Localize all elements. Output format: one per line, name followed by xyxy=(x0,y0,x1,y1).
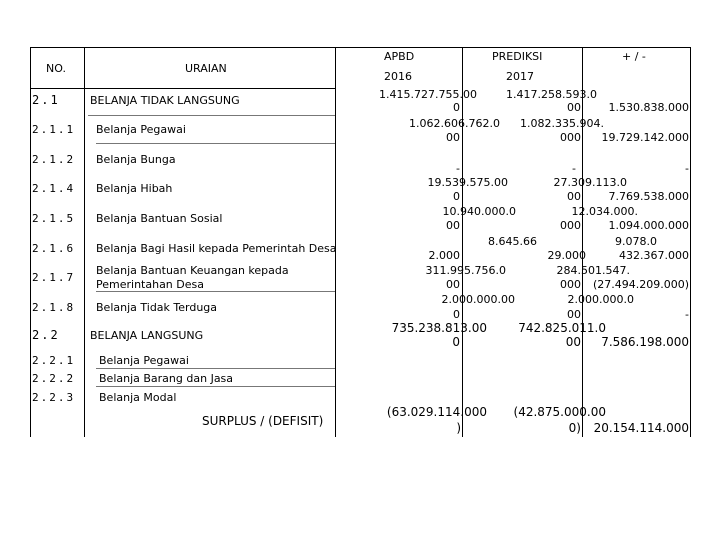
prediksi-value: 000 xyxy=(560,131,581,144)
header-diff: + / - xyxy=(622,50,646,63)
apbd-value: 10.940.000.0 xyxy=(442,205,516,218)
left-border xyxy=(30,47,31,437)
apbd-value: 0 xyxy=(453,101,460,114)
row-no: 2.1.6 xyxy=(32,242,76,255)
prediksi-value: 27.309.113.0 xyxy=(553,176,627,189)
row-line xyxy=(96,368,335,369)
header-no: NO. xyxy=(46,62,66,75)
row-label: Belanja Barang dan Jasa xyxy=(99,372,234,385)
prediksi-value: 284.501.547. xyxy=(556,264,630,277)
right-border xyxy=(690,47,691,437)
row-line xyxy=(96,386,335,387)
prediksi-value: 12.034.000. xyxy=(571,205,638,218)
prediksi-value: 000 xyxy=(560,219,581,232)
prediksi-value: 29.000 xyxy=(547,249,586,262)
apbd-value: 311.995.756.0 xyxy=(425,264,506,277)
row-no: 2.1.8 xyxy=(32,301,76,314)
prediksi-value: 1.082.335.904. xyxy=(520,117,604,130)
apbd-value: 19.539.575.00 xyxy=(427,176,508,189)
diff-value: - xyxy=(685,162,689,175)
row-no: 2.2 xyxy=(32,328,60,342)
row-label: Belanja Bagi Hasil kepada Pemerintah Desa xyxy=(96,242,337,255)
prediksi-value: 742.825.011.0 xyxy=(518,321,606,335)
row-no: 2.1.4 xyxy=(32,182,76,195)
diff-value: - xyxy=(685,308,689,321)
row-label: Belanja Hibah xyxy=(96,182,173,195)
apbd-value: - xyxy=(456,162,460,175)
surplus-diff: 20.154.114.000 xyxy=(593,421,689,435)
diff-value: 7.769.538.000 xyxy=(608,190,689,203)
row-label: Belanja Tidak Terduga xyxy=(96,301,218,314)
row-label-line1: Belanja Bantuan Keuangan kepada xyxy=(96,264,289,277)
apbd-value: 8.645.66 xyxy=(488,235,537,248)
apbd-value: 2.000.000.00 xyxy=(441,293,515,306)
apbd-value: 0 xyxy=(453,190,460,203)
header-prediksi-line2: 2017 xyxy=(506,70,534,83)
prediksi-value: 00 xyxy=(567,308,581,321)
column-divider-prediksi xyxy=(582,47,583,437)
apbd-value: 00 xyxy=(446,131,460,144)
row-no: 2.1.7 xyxy=(32,271,76,284)
apbd-value: 1.415.727.755.00 xyxy=(379,88,477,101)
apbd-value: 735.238.813.00 xyxy=(391,321,487,335)
header-bottom-line xyxy=(30,88,335,89)
row-no: 2.2.2 xyxy=(32,372,76,385)
header-apbd-line2: 2016 xyxy=(384,70,412,83)
prediksi-value: 00 xyxy=(567,101,581,114)
row-no: 2.1.5 xyxy=(32,212,76,225)
diff-value: 9.078.0 xyxy=(615,235,657,248)
header-uraian: URAIAN xyxy=(185,62,227,75)
header-prediksi-line1: PREDIKSI xyxy=(492,50,543,63)
top-border xyxy=(30,47,690,48)
diff-value: 1.094.000.000 xyxy=(608,219,689,232)
row-label: Belanja Bantuan Sosial xyxy=(96,212,223,225)
prediksi-value: 2.000.000.0 xyxy=(567,293,634,306)
apbd-value: 00 xyxy=(446,278,460,291)
row-no: 2.2.1 xyxy=(32,354,76,367)
row-no: 2.1.2 xyxy=(32,153,76,166)
row-label: Belanja Modal xyxy=(99,391,177,404)
row-label: Belanja Bunga xyxy=(96,153,176,166)
prediksi-value: 00 xyxy=(565,335,581,349)
row-line xyxy=(96,143,335,144)
row-label: Belanja Pegawai xyxy=(99,354,189,367)
row-label: BELANJA LANGSUNG xyxy=(90,329,204,342)
apbd-value: 1.062.606.762.0 xyxy=(409,117,500,130)
row-no: 2.1.1 xyxy=(32,123,76,136)
header-apbd-line1: APBD xyxy=(384,50,415,63)
prediksi-value: 000 xyxy=(560,278,581,291)
row-line xyxy=(96,291,335,292)
row-label: Belanja Pegawai xyxy=(96,123,186,136)
diff-value: 432.367.000 xyxy=(619,249,689,262)
prediksi-value: - xyxy=(572,162,576,175)
apbd-value: 0 xyxy=(452,335,460,349)
diff-value: 1.530.838.000 xyxy=(608,101,689,114)
diff-value: 7.586.198.000 xyxy=(601,335,689,349)
row-label: BELANJA TIDAK LANGSUNG xyxy=(90,94,240,107)
diff-value: 19.729.142.000 xyxy=(601,131,689,144)
column-divider-apbd xyxy=(462,47,463,437)
prediksi-value: 1.417.258.593.0 xyxy=(506,88,597,101)
prediksi-value: 00 xyxy=(567,190,581,203)
row-no: 2.1 xyxy=(32,93,60,107)
surplus-apbd: ) xyxy=(456,421,461,435)
diff-value: (27.494.209.000) xyxy=(592,278,689,291)
apbd-value: 0 xyxy=(453,308,460,321)
surplus-prediksi: (42.875.000.00 xyxy=(513,405,606,419)
surplus-label: SURPLUS / (DEFISIT) xyxy=(202,414,324,428)
surplus-apbd: (63.029.114.000 xyxy=(386,405,487,419)
row-label-line2: Pemerintahan Desa xyxy=(96,278,204,291)
surplus-prediksi: 0) xyxy=(568,421,581,435)
apbd-value: 2.000 xyxy=(428,249,460,262)
row-no: 2.2.3 xyxy=(32,391,76,404)
apbd-value: 00 xyxy=(446,219,460,232)
column-divider-no xyxy=(84,47,85,437)
row-line xyxy=(88,115,335,116)
